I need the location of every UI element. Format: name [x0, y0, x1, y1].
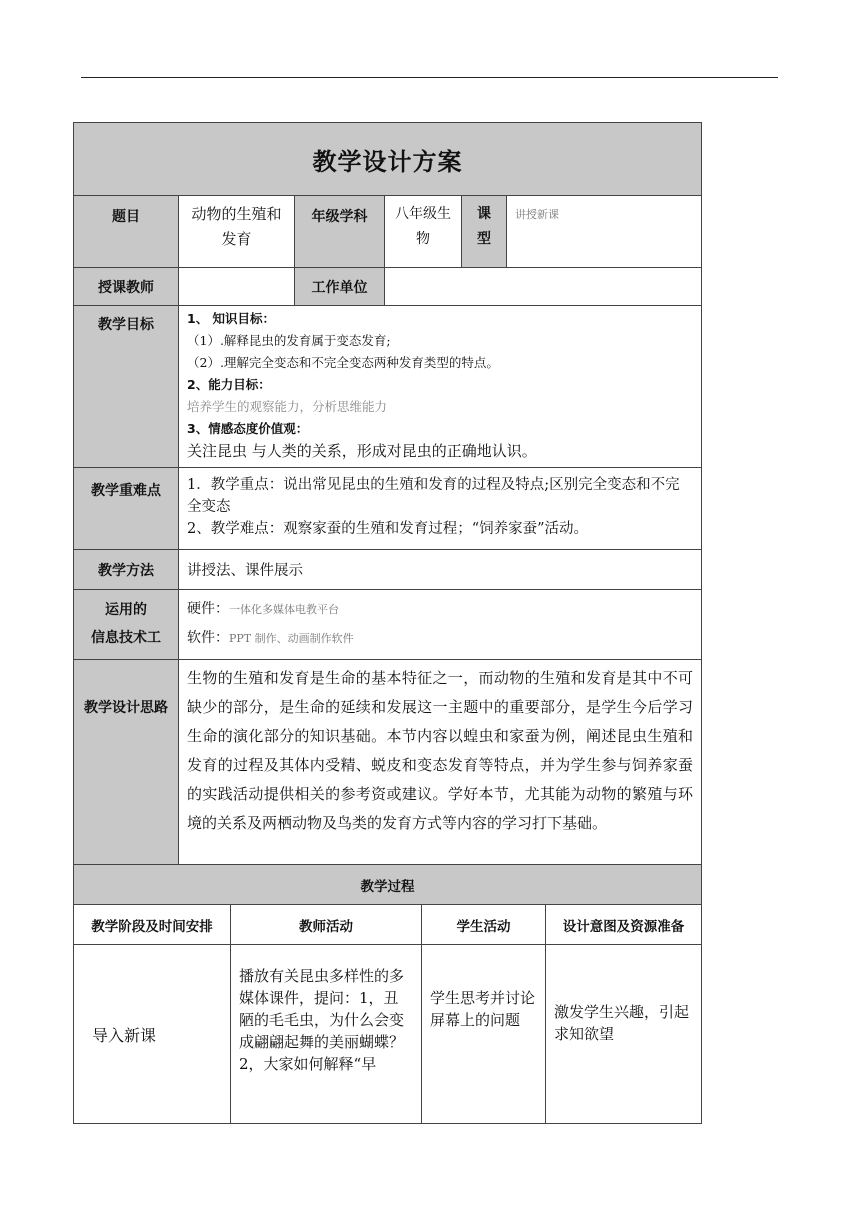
- process-header-student: 学生活动: [422, 905, 546, 945]
- grade-value: 八年级生物: [385, 196, 462, 268]
- page-title: 教学设计方案: [74, 123, 702, 196]
- process-stage-cell: 导入新课: [74, 945, 231, 1124]
- goals-attitude-heading: 3、情感态度价值观：: [187, 421, 309, 436]
- process-header-stage: 教学阶段及时间安排: [74, 905, 231, 945]
- type-label: 课型: [462, 196, 507, 268]
- process-student-cell: 学生思考并讨论屏幕上的问题: [422, 945, 546, 1124]
- hardware-prefix: 硬件：: [187, 601, 229, 617]
- goals-knowledge-2: （2）.理解完全变态和不完全变态两种发育类型的特点。: [187, 355, 499, 370]
- type-value: 讲授新课: [507, 196, 702, 268]
- goals-knowledge-1: （1）.解释昆虫的发育属于变态发育;: [187, 333, 391, 348]
- tech-content: [179, 590, 702, 660]
- teacher-value: [179, 268, 295, 306]
- teacher-label: 授课教师: [74, 268, 179, 306]
- method-label: 教学方法: [74, 550, 179, 590]
- goals-label: 教学目标: [74, 306, 179, 468]
- tech-label: [74, 590, 179, 660]
- topic-value: 动物的生殖和发育: [179, 196, 295, 268]
- tech-label-line2: 信息技术工: [91, 630, 161, 646]
- hardware-value: 一体化多媒体电教平台: [229, 603, 339, 616]
- process-title: 教学过程: [74, 865, 702, 905]
- topic-label: 题目: [74, 196, 179, 268]
- design-text: 生物的生殖和发育是生命的基本特征之一，而动物的生殖和发育是其中不可缺少的部分，是生命的延续和发展这一主题中的重要部分，是学生今后学习生命的演化部分的知识基础。本节内容以蝗虫和家蚕为例，阐述昆虫生殖和发育的过程及其体内受精、蜕皮和变态发育等特点，并为学生参与饲养家蚕的实践活动提供相关的参考资或建议。学好本节，尤其能为动物的繁殖与环境的关系及两栖动物及鸟类的发育方式等内容的学习打下基础。: [179, 660, 702, 865]
- plan-table: [73, 122, 702, 865]
- keypoints-label: 教学重难点: [74, 468, 179, 550]
- method-value: 讲授法、课件展示: [179, 550, 702, 590]
- unit-label: 工作单位: [295, 268, 385, 306]
- design-label: 教学设计思路: [74, 660, 179, 865]
- process-teacher-text: 播放有关昆虫多样性的多媒体课件，提问：1，丑陋的毛毛虫，为什么会变成翩翩起舞的美丽蝴蝶？2，大家如何解释“早: [239, 967, 405, 1073]
- tech-label-line1: 运用的: [105, 602, 147, 618]
- goals-ability-text: 培养学生的观察能力，分析思维能力: [187, 399, 388, 414]
- header-rule: [81, 77, 778, 78]
- process-table: [73, 864, 702, 1124]
- lesson-plan-sheet: [73, 122, 701, 1124]
- grade-label: 年级学科: [295, 196, 385, 268]
- software-value: PPT 制作、动画制作软件: [229, 632, 354, 645]
- goals-content: [179, 306, 702, 468]
- goals-knowledge-heading: 1、 知识目标：: [187, 311, 276, 326]
- keypoints-content: [179, 468, 702, 550]
- keypoints-difficulty: 2、教学难点：观察家蚕的生殖和发育过程；“饲养家蚕”活动。: [187, 521, 589, 537]
- process-header-intent: 设计意图及资源准备: [546, 905, 702, 945]
- keypoints-focus: 1．教学重点：说出常见昆虫的生殖和发育的过程及特点;区别完全变态和不完全变态: [187, 477, 680, 515]
- process-header-teacher: 教师活动: [231, 905, 422, 945]
- goals-ability-heading: 2、能力目标：: [187, 377, 271, 392]
- software-prefix: 软件：: [187, 630, 229, 646]
- process-intent-cell: 激发学生兴趣，引起求知欲望: [546, 945, 702, 1124]
- goals-attitude-text: 关注昆虫 与人类的关系，形成对昆虫的正确地认识。: [187, 442, 537, 460]
- unit-value: [385, 268, 702, 306]
- process-teacher-cell: [231, 945, 422, 1124]
